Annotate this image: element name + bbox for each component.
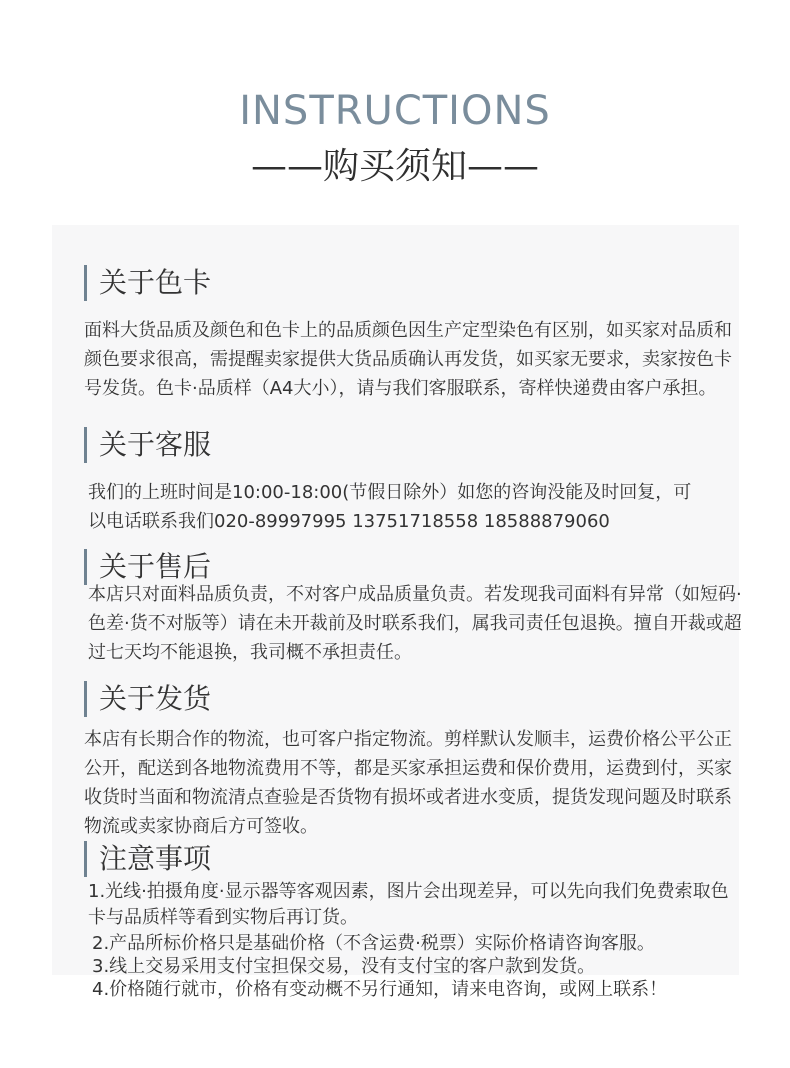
section-text-after-sales: 本店只对面料品质负责，不对客户成品质量负责。若发现我司面料有异常（如短码·色差·货不对版等）请在未开裁前及时联系我们，属我司责任包退换。擅自开裁或超过七天均不能退换，我司概不承担责任。 <box>88 584 742 663</box>
section-title-after-sales: 关于售后 <box>84 549 211 585</box>
section-text-shipping: 本店有长期合作的物流，也可客户指定物流。剪样默认发顺丰，运费价格公平公正公开，配送到各地物流费用不等，都是买家承担运费和保价费用，运费到付，买家收货时当面和物流清点查验是否货物有损坏或者进水变质，提货发现问题及时联系物流或卖家协商后方可签收。 <box>84 729 732 837</box>
section-title-shipping: 关于发货 <box>84 681 211 717</box>
section-title-color-card: 关于色卡 <box>84 265 211 301</box>
notes-item-4: 4.价格随行就市，价格有变动概不另行通知，请来电咨询，或网上联系！ <box>92 979 668 1000</box>
heading-en: INSTRUCTIONS <box>239 88 551 134</box>
section-text-customer-service: 我们的上班时间是10:00-18:00(节假日除外）如您的咨询没能及时回复，可以电话联系我们020-89997995 13751718558 18588879060 <box>88 482 692 532</box>
notes-item-3: 3.线上交易采用支付宝担保交易，没有支付宝的客户款到发货。 <box>92 956 596 977</box>
heading-zh: ——购买须知—— <box>250 146 539 187</box>
section-title-customer-service: 关于客服 <box>84 427 211 463</box>
notes-item-1: 1.光线·拍摄角度·显示器等客观因素，图片会出现差异，可以先向我们免费索取色卡与品质样等看到实物后再订货。 <box>88 881 729 928</box>
section-title-notes: 注意事项 <box>84 841 211 877</box>
notes-item-2: 2.产品所标价格只是基础价格（不含运费·税票）实际价格请咨询客服。 <box>92 933 655 954</box>
section-text-color-card: 面料大货品质及颜色和色卡上的品质颜色因生产定型染色有区别，如买家对品质和颜色要求很高，需提醒卖家提供大货品质确认再发货，如买家无要求，卖家按色卡号发货。色卡·品质样（A4大小），请与我们客服联系，寄样快递费由客户承担。 <box>84 320 732 399</box>
